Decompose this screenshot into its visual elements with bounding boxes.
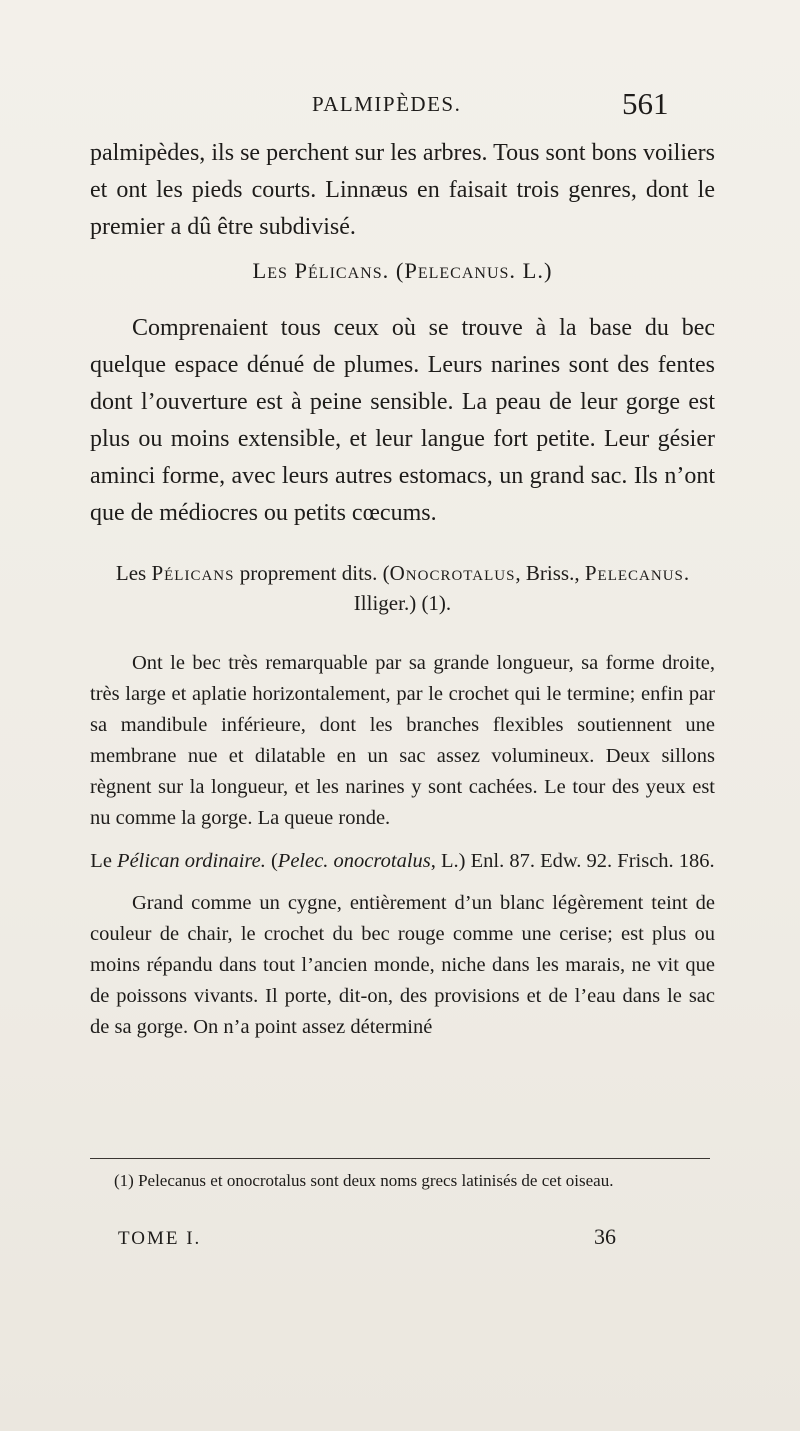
species-references: , L.) Enl. 87. Edw. 92. Frisch. 186. [430,850,715,872]
running-head [0,86,800,126]
running-title: PALMIPÈDES. [312,92,462,116]
signature-mark: TOME I. [118,1228,202,1249]
species-heading [90,846,715,876]
footnote: (1) Pelecanus et onocrotalus sont deux noms grecs latinisés de cet oiseau. [114,1171,614,1190]
main-text [90,135,715,1043]
subgenus-synonym-1: Onocrotalus [389,561,516,585]
genus-heading: Les Pélicans. (Pelecanus. L.) [252,258,553,283]
footnote-rule [90,1158,710,1159]
species-paren-open: ( [270,850,278,872]
subgenus-paragraph: Ont le bec très remarquable par sa grande longueur, sa forme droite, très large et aplatie horizontalement, par le crochet qui le termine; enfin par sa mandibule inférieure, dont les branches flexibles soutiennent une membrane nue et dilatable en un sac assez volumineux. Deux sillons règnent sur la longueur, et les narines y sont cachées. Le tour des yeux est nu comme la gorge. La queue ronde. [90,652,715,829]
subgenus-lead: Les [115,561,147,585]
page-number: 561 [622,86,669,121]
subgenus-heading [90,558,715,618]
species-latin-name: Pelec. onocrotalus [277,850,431,872]
subgenus-end: . Illiger.) (1). [353,561,690,615]
intro-paragraph: palmipèdes, ils se perchent sur les arbres. Tous sont bons voiliers et ont les pieds courts. Linnæus en faisait trois genres, dont le premier a dû être subdivisé. [90,140,715,240]
subgenus-mid: , Briss., [515,561,580,585]
signature-number: 36 [594,1224,616,1249]
subgenus-rest: proprement dits. ( [239,561,390,585]
genus-paragraph: Comprenaient tous ceux où se trouve à la base du bec quelque espace dénué de plumes. Leurs narines sont des fentes dont l’ouverture est à peine sensible. La peau de leur gorge est plus ou moins extensible, et leur langue fort petite. Leur gésier aminci forme, avec leurs autres estomacs, un grand sac. Ils n’ont que de médiocres ou petits cœcums. [90,315,715,526]
species-paragraph: Grand comme un cygne, entièrement d’un blanc légèrement teint de couleur de chair, le crochet du bec rouge comme une cerise; est plus ou moins répandu dans tout l’ancien monde, niche dans les marais, ne vit que de poissons vivants. Il porte, dit-on, des provisions et de l’eau dans le sac de sa gorge. On n’a point assez déterminé [90,892,715,1038]
subgenus-name: Pélicans [151,561,235,585]
species-lead: Le [90,850,112,872]
species-common-name: Pélican ordinaire. [117,850,266,872]
subgenus-synonym-2: Pelecanus [584,561,684,585]
